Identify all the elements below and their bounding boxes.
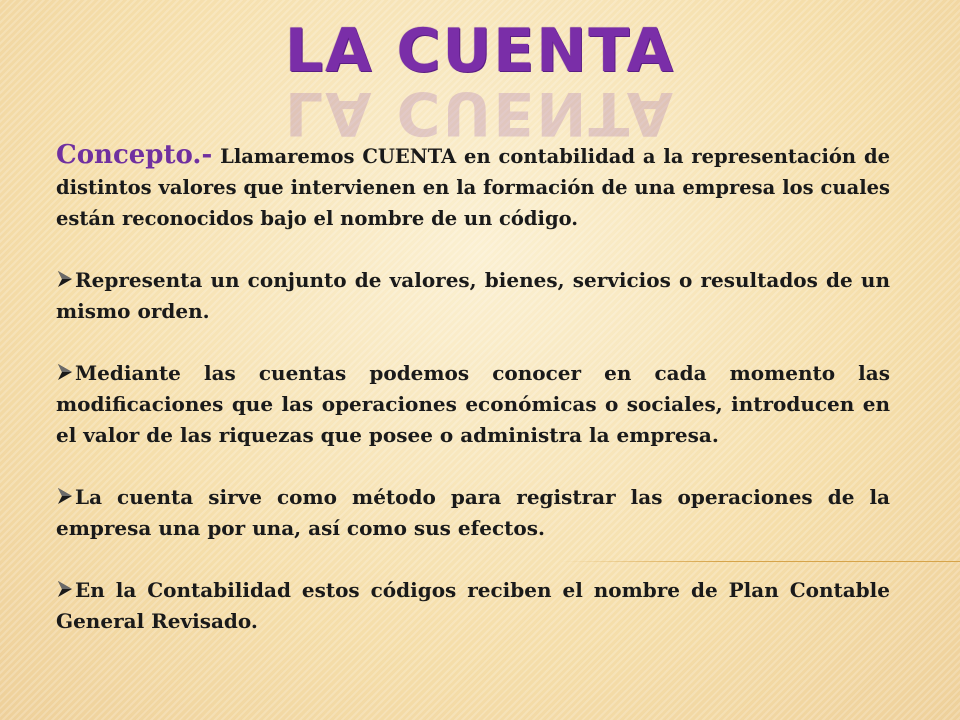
bullet-text: La cuenta sirve como método para registrar las operaciones de la empresa una por una, así como sus efectos. (56, 485, 890, 540)
arrow-bullet-icon (56, 362, 74, 382)
arrow-bullet-icon (56, 269, 74, 289)
bullet-item (56, 575, 890, 637)
content-body (56, 140, 890, 637)
intro-text: Llamaremos CUENTA en contabilidad a la representación de distintos valores que intervienen en la formación de una empresa los cuales están reconocidos bajo el nombre de un código. (56, 145, 890, 230)
arrow-bullet-icon (56, 486, 74, 506)
slide-title: LA CUENTA (284, 16, 676, 86)
intro-paragraph (56, 140, 890, 234)
arrow-bullet-icon (56, 579, 74, 599)
bullet-item (56, 482, 890, 544)
bullet-text: Mediante las cuentas podemos conocer en cada momento las modificaciones que las operaciones económicas o sociales, introducen en el valor de las riquezas que posee o administra la empresa. (56, 361, 890, 447)
concept-label: Concepto.- (56, 140, 213, 170)
bullet-item (56, 265, 890, 327)
bullet-item (56, 358, 890, 451)
title-area (0, 16, 960, 96)
title-reflection-text: LA CUENTA (284, 78, 676, 148)
bullet-text: Representa un conjunto de valores, bienes, servicios o resultados de un mismo orden. (56, 268, 890, 323)
bullet-text: En la Contabilidad estos códigos reciben el nombre de Plan Contable General Revisado. (56, 578, 890, 633)
